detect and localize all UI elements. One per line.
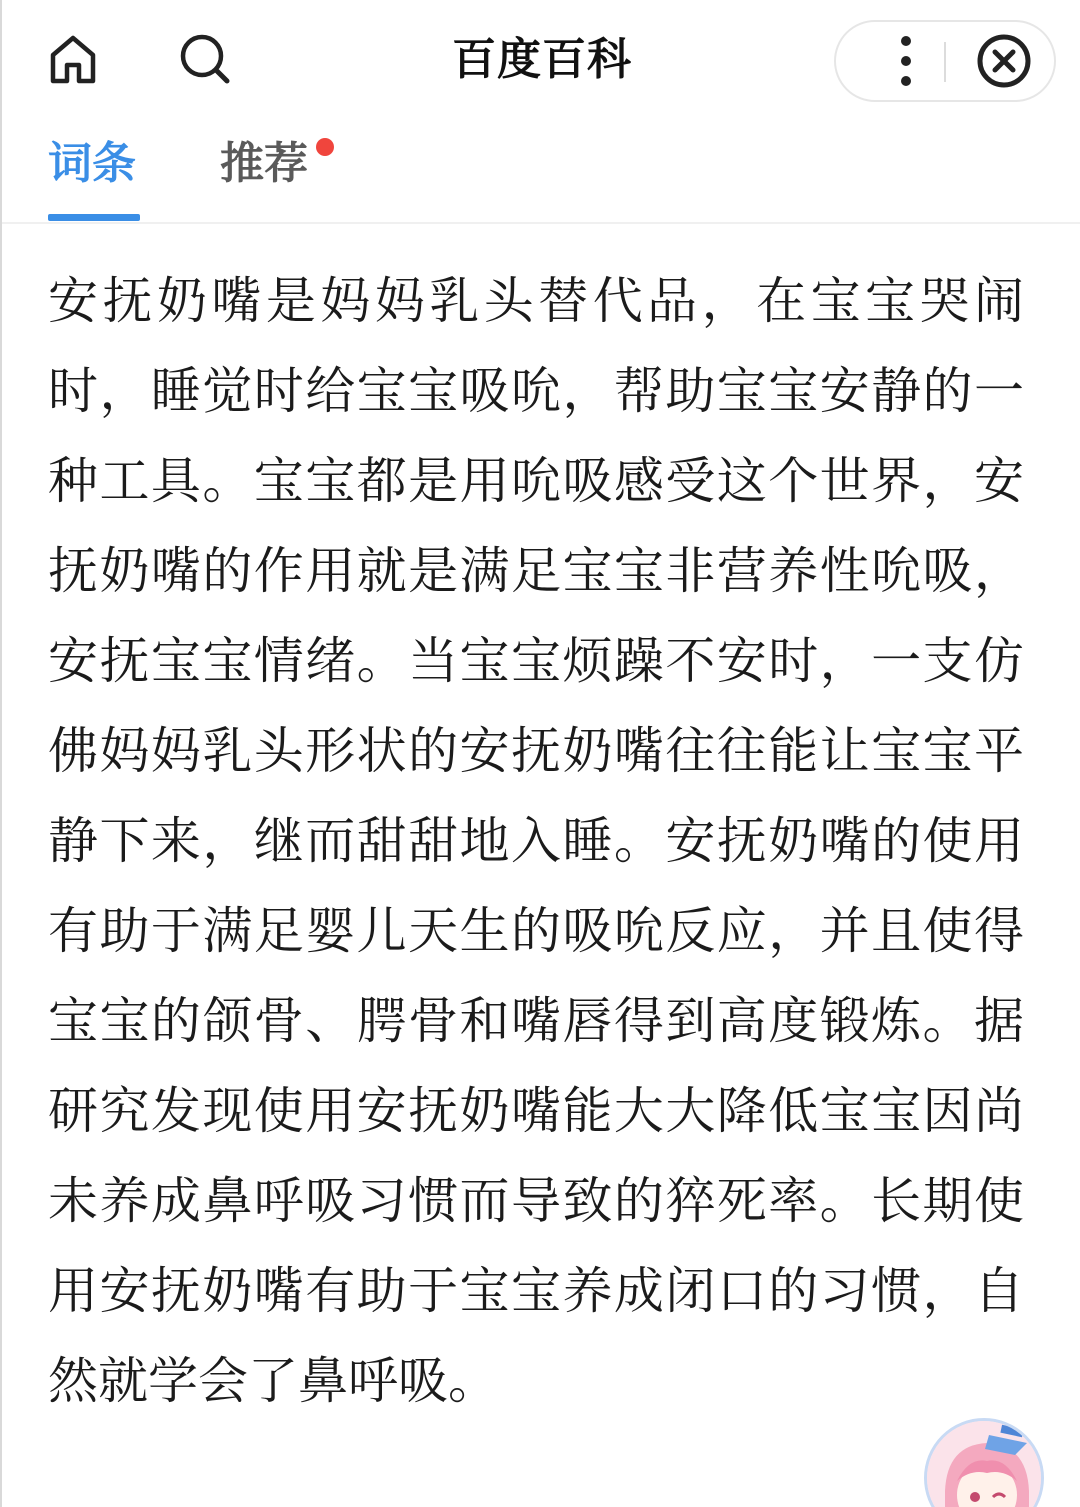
close-button[interactable] <box>954 22 1054 100</box>
capsule-divider <box>944 42 946 82</box>
home-button[interactable] <box>38 28 108 90</box>
tab-entry[interactable]: 词条 <box>48 138 136 189</box>
mini-program-capsule <box>834 20 1056 102</box>
notification-dot <box>316 138 334 156</box>
article-body: 安抚奶嘴是妈妈乳头替代品，在宝宝哭闹时，睡觉时给宝宝吸吮，帮助宝宝安静的一种工具。宝宝都是用吮吸感受这个世界，安抚奶嘴的作用就是满足宝宝非营养性吮吸，安抚宝宝情绪。当宝宝烦躁不安时，一支仿佛妈妈乳头形状的安抚奶嘴往往能让宝宝平静下来，继而甜甜地入睡。安抚奶嘴的使用有助于满足婴儿天生的吸吮反应，并且使得宝宝的颌骨、腭骨和嘴唇得到高度锻炼。据研究发现使用安抚奶嘴能大大降低宝宝因尚未养成鼻呼吸习惯而导致的猝死率。长期使用安抚奶嘴有助于宝宝养成闭口的习惯，自然就学会了鼻呼吸。 <box>48 272 1024 1410</box>
more-vertical-icon <box>896 33 916 89</box>
assistant-button[interactable] <box>924 1418 1044 1507</box>
assistant-avatar-icon <box>927 1421 1044 1507</box>
tab-bar <box>2 120 1080 224</box>
active-tab-indicator <box>48 214 140 221</box>
tab-recommend[interactable]: 推荐 <box>220 138 308 189</box>
home-icon <box>45 31 101 87</box>
search-icon <box>177 31 233 87</box>
header <box>2 0 1080 120</box>
search-button[interactable] <box>170 28 240 90</box>
close-circle-icon <box>975 32 1033 90</box>
more-button[interactable] <box>856 22 956 100</box>
page-title: 百度百科 <box>452 34 632 85</box>
